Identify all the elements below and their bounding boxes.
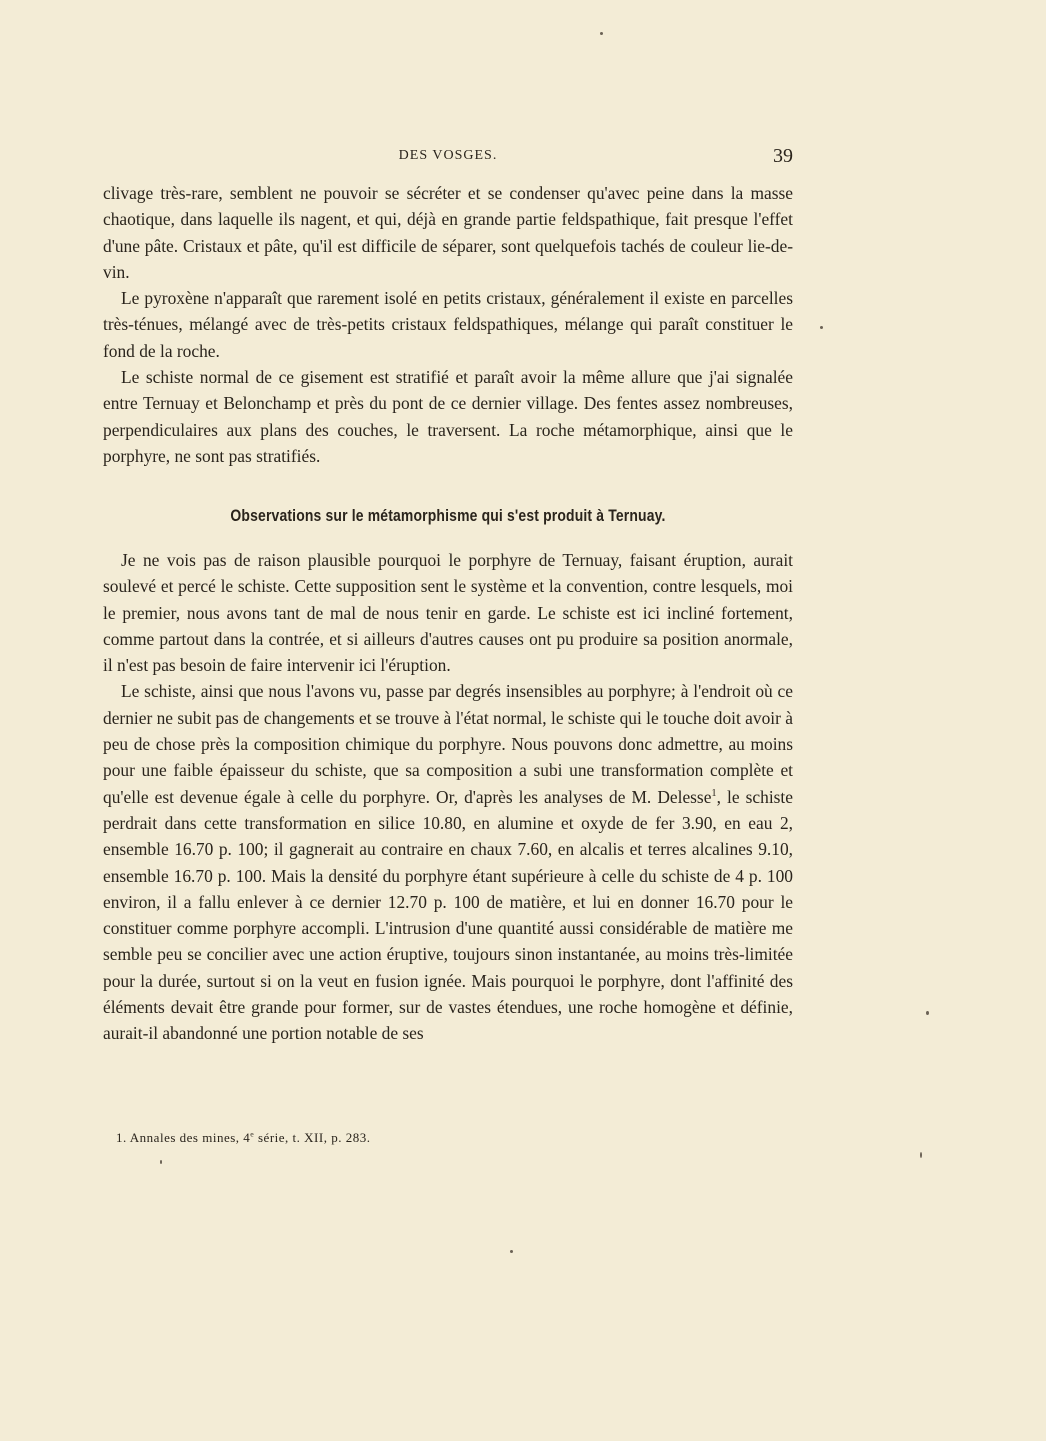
footnote-superscript: e (250, 1129, 255, 1139)
section-text-block (103, 547, 793, 1047)
paper-speck (160, 1160, 162, 1164)
paragraph: Je ne vois pas de raison plausible pourquoi le porphyre de Ternuay, faisant éruption, aurait soulevé et percé le schiste. Cette supposition sent le système et la convention, contre lesquels, moi le premier, nous avons tant de mal de nous tenir en garde. Le schiste est ici incliné fortement, comme partout dans la contrée, et si ailleurs d'autres causes ont pu produire sa position anormale, il n'est pas besoin de faire intervenir ici l'éruption. (103, 550, 793, 676)
footnote-citation: Annales des mines, 4 (129, 1130, 251, 1145)
paragraph-text: , le schiste perdrait dans cette transformation en silice 10.80, en alumine et oxyde de fer 3.90, en eau 2, ensemble 16.70 p. 100; il gagnerait au contraire en chaux 7.60, en alcalis et terres alcalines 9.10, ensemble 16.70 p. 100. Mais la densité du porphyre étant supérieure à celle du schiste de 4 p. 100 environ, il a fallu enlever à ce dernier 12.70 p. 100 de matière, et lui en donner 16.70 pour le constituer comme porphyre accompli. L'intrusion d'une quantité aussi considérable de matière me semble peu se concilier avec une action éruptive, toujours sinon instantanée, au moins très-limitée pour la durée, surtout si on la veut en fusion ignée. Mais pourquoi le porphyre, dont l'affinité des éléments devait être grande pour former, sur de vastes étendues, une roche homogène et définie, aurait-il abandonné une portion notable de ses (103, 786, 793, 1044)
footnote-citation: série, t. XII, p. 283. (254, 1130, 371, 1145)
paper-speck (600, 32, 603, 35)
paragraph: clivage très-rare, semblent ne pouvoir se sécréter et se condenser qu'avec peine dans la masse chaotique, dans laquelle ils nagent, et qui, déjà en grande partie feldspathique, fait presque l'effet d'une pâte. Cristaux et pâte, qu'il est difficile de séparer, sont quelquefois tachés de couleur lie-de-vin. (103, 183, 793, 282)
paper-speck (926, 1011, 929, 1015)
page-header (103, 145, 793, 170)
paragraph: Le schiste normal de ce gisement est stratifié et paraît avoir la même allure que j'ai signalée entre Ternuay et Belonchamp et près du pont de ce dernier village. Des fentes assez nombreuses, perpendiculaires aux plans des couches, le traversent. La roche métamorphique, ainsi que le porphyre, ne sont pas stratifiés. (103, 367, 793, 466)
section-heading: Observations sur le métamorphisme qui s'est produit à Ternuay. (230, 506, 666, 525)
paper-speck (510, 1250, 513, 1253)
paragraph-text: Le schiste, ainsi que nous l'avons vu, passe par degrés insensibles au porphyre; à l'endroit où ce dernier ne subit pas de changements et se trouve à l'état normal, le schiste qui le touche doit avoir à peu de chose près la composition chimique du porphyre. Nous pouvons donc admettre, au moins pour une faible épaisseur du schiste, que sa composition a subi une transformation complète et qu'elle est devenue égale à celle du porphyre. Or, d'après les analyses de M. Delesse (103, 681, 793, 807)
paper-speck (920, 1152, 922, 1158)
paragraph (103, 678, 793, 1046)
footnote (116, 1130, 370, 1146)
page-number: 39 (773, 145, 793, 167)
top-text-block (103, 180, 793, 469)
running-head: DES VOSGES. (398, 148, 498, 163)
footnote-number: 1. (116, 1130, 127, 1145)
paragraph: Le pyroxène n'apparaît que rarement isolé en petits cristaux, généralement il existe en parcelles très-ténues, mélangé avec de très-petits cristaux feldspathiques, mélange qui paraît constituer le fond de la roche. (103, 288, 793, 361)
paper-speck (820, 326, 823, 329)
footnote-marker: 1 (711, 787, 717, 799)
footnote-text (130, 1130, 371, 1145)
